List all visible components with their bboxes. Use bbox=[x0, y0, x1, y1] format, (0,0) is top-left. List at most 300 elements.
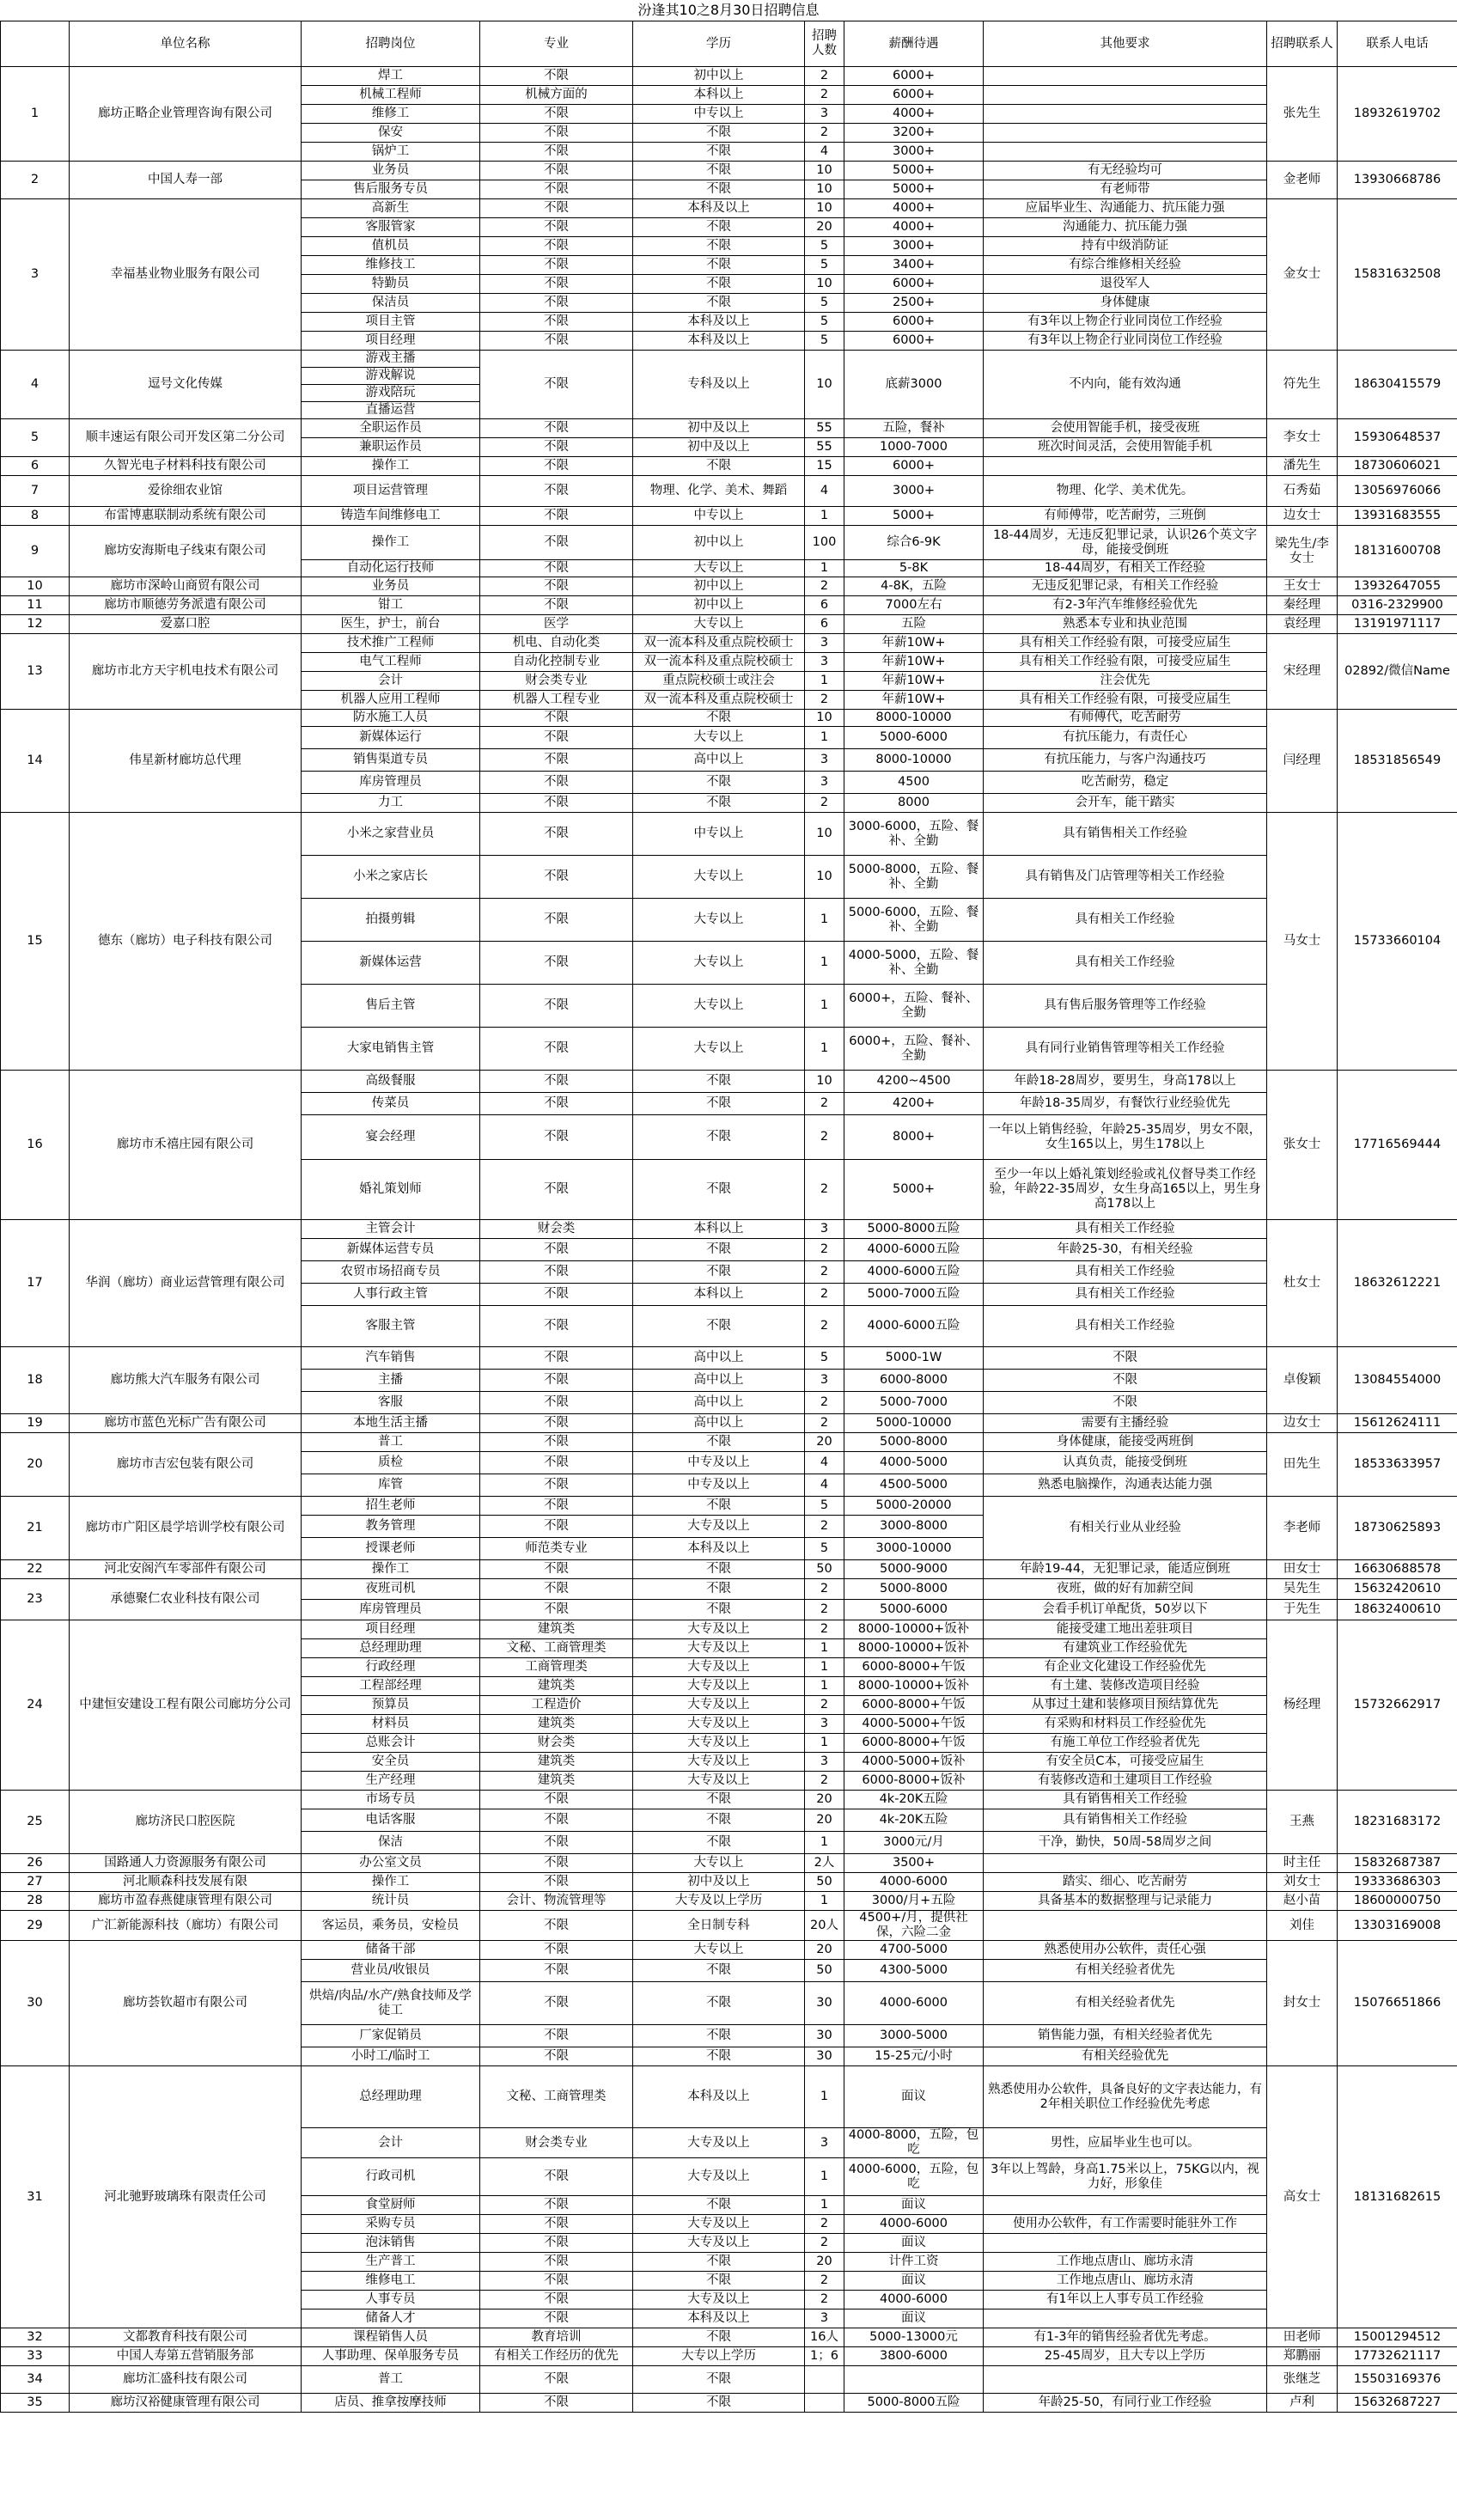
position-cell: 店员、推拿按摩技师 bbox=[302, 2394, 480, 2413]
position-cell: 人事专员 bbox=[302, 2291, 480, 2309]
position-cell: 人事行政主管 bbox=[302, 1284, 480, 1306]
requirement-cell: 熟悉使用办公软件，责任心强 bbox=[984, 1941, 1267, 1960]
position-cell: 小米之家营业员 bbox=[302, 813, 480, 856]
requirement-cell: 不限 bbox=[984, 1347, 1267, 1370]
position-cell: 汽车销售 bbox=[302, 1347, 480, 1370]
major-cell: 财会类专业 bbox=[480, 2128, 633, 2158]
education-cell: 大专及以上 bbox=[633, 2234, 805, 2253]
phone-cell: 15831632508 bbox=[1338, 199, 1457, 351]
salary-cell: 年薪10W+ bbox=[844, 653, 984, 672]
company-no: 18 bbox=[1, 1347, 70, 1414]
major-cell: 建筑类 bbox=[480, 1753, 633, 1772]
count-cell: 3 bbox=[805, 772, 844, 794]
phone-cell: 13303169008 bbox=[1338, 1911, 1457, 1941]
table-body bbox=[1, 67, 1457, 2413]
position-cell: 食堂厨师 bbox=[302, 2196, 480, 2215]
position-cell: 工程部经理 bbox=[302, 1677, 480, 1696]
major-cell: 不限 bbox=[480, 1433, 633, 1452]
table-row bbox=[1, 476, 1457, 507]
major-cell: 不限 bbox=[480, 476, 633, 507]
education-cell: 不限 bbox=[633, 1160, 805, 1220]
position-cell: 业务员 bbox=[302, 577, 480, 596]
requirement-cell: 应届毕业生、沟通能力、抗压能力强 bbox=[984, 199, 1267, 218]
major-cell: 财会类 bbox=[480, 1220, 633, 1239]
phone-cell: 18131682615 bbox=[1338, 2066, 1457, 2328]
education-cell: 大专及以上 bbox=[633, 2128, 805, 2158]
position-cell: 行政司机 bbox=[302, 2158, 480, 2196]
salary-cell: 4000+ bbox=[844, 218, 984, 237]
position-cell: 值机员 bbox=[302, 237, 480, 256]
salary-cell: 6000+ bbox=[844, 457, 984, 476]
position-cell: 普工 bbox=[302, 2366, 480, 2394]
major-cell: 不限 bbox=[480, 2025, 633, 2047]
count-cell: 10 bbox=[805, 856, 844, 899]
position-cell: 保洁员 bbox=[302, 294, 480, 313]
major-cell: 不限 bbox=[480, 275, 633, 294]
education-cell: 全日制专科 bbox=[633, 1911, 805, 1941]
company-no: 10 bbox=[1, 577, 70, 596]
phone-cell: 18231683172 bbox=[1338, 1791, 1457, 1854]
position-cell: 客运员，乘务员，安检员 bbox=[302, 1911, 480, 1941]
education-cell: 初中及以上 bbox=[633, 1873, 805, 1892]
count-cell: 2 bbox=[805, 2215, 844, 2234]
salary-cell: 3000+ bbox=[844, 143, 984, 162]
contact-cell: 王女士 bbox=[1267, 577, 1338, 596]
requirement-cell: 具有相关工作经验有限，可接受应届生 bbox=[984, 691, 1267, 710]
requirement-cell: 具有售后服务管理等工作经验 bbox=[984, 985, 1267, 1028]
education-cell: 不限 bbox=[633, 1560, 805, 1579]
requirement-cell: 不限 bbox=[984, 1392, 1267, 1414]
salary-cell: 3400+ bbox=[844, 256, 984, 275]
major-cell: 不限 bbox=[480, 1160, 633, 1220]
position-cell: 项目运营管理 bbox=[302, 476, 480, 507]
phone-cell: 13931683555 bbox=[1338, 507, 1457, 526]
contact-cell: 秦经理 bbox=[1267, 596, 1338, 615]
count-cell: 2 bbox=[805, 691, 844, 710]
company-no: 3 bbox=[1, 199, 70, 351]
company-no: 24 bbox=[1, 1620, 70, 1791]
requirement-cell: 会使用智能手机，接受夜班 bbox=[984, 419, 1267, 438]
education-cell: 大专以上 bbox=[633, 1028, 805, 1071]
company-no: 8 bbox=[1, 507, 70, 526]
count-cell: 3 bbox=[805, 653, 844, 672]
position-cell: 库房管理员 bbox=[302, 772, 480, 794]
position-cell: 钳工 bbox=[302, 596, 480, 615]
major-cell: 不限 bbox=[480, 2158, 633, 2196]
salary-cell: 5000-8000，五险、餐补、全勤 bbox=[844, 856, 984, 899]
requirement-cell: 有相关经验优先 bbox=[984, 2047, 1267, 2066]
company-name: 幸福基业物业服务有限公司 bbox=[70, 199, 302, 351]
count-cell: 4 bbox=[805, 476, 844, 507]
count-cell: 1 bbox=[805, 727, 844, 749]
salary-cell: 4000+ bbox=[844, 199, 984, 218]
education-cell: 不限 bbox=[633, 1579, 805, 1600]
salary-cell: 年薪10W+ bbox=[844, 634, 984, 653]
company-no: 25 bbox=[1, 1791, 70, 1854]
company-name: 廊坊汇盛科技有限公司 bbox=[70, 2366, 302, 2394]
table-row bbox=[1, 507, 1457, 526]
count-cell: 15 bbox=[805, 457, 844, 476]
requirement-cell bbox=[984, 124, 1267, 143]
company-no: 23 bbox=[1, 1579, 70, 1620]
position-cell: 库房管理员 bbox=[302, 1600, 480, 1620]
count-cell: 55 bbox=[805, 419, 844, 438]
header-position: 招聘岗位 bbox=[302, 21, 480, 67]
table-row bbox=[1, 1791, 1457, 1809]
education-cell: 高中以上 bbox=[633, 1414, 805, 1433]
major-cell: 不限 bbox=[480, 218, 633, 237]
major-cell: 不限 bbox=[480, 2366, 633, 2394]
table-row bbox=[1, 1873, 1457, 1892]
company-name: 廊坊荟钦超市有限公司 bbox=[70, 1941, 302, 2066]
requirement-cell: 干净，勤快，50周-58周岁之间 bbox=[984, 1832, 1267, 1854]
header-no bbox=[1, 21, 70, 67]
table-row bbox=[1, 1620, 1457, 1639]
education-cell: 大专及以上 bbox=[633, 1639, 805, 1658]
contact-cell: 石秀茹 bbox=[1267, 476, 1338, 507]
requirement-cell bbox=[984, 2309, 1267, 2328]
salary-cell: 6000+ bbox=[844, 332, 984, 351]
position-cell: 保洁 bbox=[302, 1832, 480, 1854]
position-cell: 储备人才 bbox=[302, 2309, 480, 2328]
major-cell: 不限 bbox=[480, 2394, 633, 2413]
table-row bbox=[1, 1220, 1457, 1239]
count-cell: 2 bbox=[805, 1306, 844, 1347]
position-cell: 质检 bbox=[302, 1452, 480, 1474]
salary-cell: 6000+，五险、餐补、全勤 bbox=[844, 985, 984, 1028]
education-cell: 不限 bbox=[633, 2196, 805, 2215]
requirement-cell: 18-44周岁，无违反犯罪记录，认识26个英文字母，能接受倒班 bbox=[984, 526, 1267, 560]
education-cell: 不限 bbox=[633, 180, 805, 199]
position-cell: 新媒体运行 bbox=[302, 727, 480, 749]
education-cell: 不限 bbox=[633, 162, 805, 180]
salary-cell: 4000-6000 bbox=[844, 2291, 984, 2309]
education-cell: 不限 bbox=[633, 772, 805, 794]
requirement-cell bbox=[984, 457, 1267, 476]
requirement-cell: 班次时间灵活，会使用智能手机 bbox=[984, 438, 1267, 457]
education-cell: 不限 bbox=[633, 1433, 805, 1452]
count-cell: 30 bbox=[805, 2047, 844, 2066]
position-cell: 客服主管 bbox=[302, 1306, 480, 1347]
major-cell: 不限 bbox=[480, 332, 633, 351]
salary-cell: 3000+ bbox=[844, 476, 984, 507]
major-cell: 不限 bbox=[480, 1982, 633, 2025]
sheet-title: 汾逢其10之8月30日招聘信息 bbox=[637, 2, 820, 18]
requirement-cell: 持有中级消防证 bbox=[984, 237, 1267, 256]
major-cell: 不限 bbox=[480, 2215, 633, 2234]
company-no: 33 bbox=[1, 2347, 70, 2366]
salary-cell: 综合6-9K bbox=[844, 526, 984, 560]
position-cell: 预算员 bbox=[302, 1696, 480, 1715]
education-cell: 不限 bbox=[633, 1261, 805, 1284]
position-cell: 游戏主播 bbox=[302, 351, 480, 368]
education-cell: 物理、化学、美术、舞蹈 bbox=[633, 476, 805, 507]
position-cell: 生产经理 bbox=[302, 1772, 480, 1791]
major-cell: 不限 bbox=[480, 1347, 633, 1370]
count-cell: 2 bbox=[805, 67, 844, 86]
count-cell: 1 bbox=[805, 2066, 844, 2128]
salary-cell: 面议 bbox=[844, 2309, 984, 2328]
phone-cell: 13084554000 bbox=[1338, 1347, 1457, 1414]
company-no: 5 bbox=[1, 419, 70, 457]
count-cell: 2 bbox=[805, 794, 844, 813]
education-cell: 大专及以上 bbox=[633, 1516, 805, 1538]
contact-cell: 边女士 bbox=[1267, 507, 1338, 526]
count-cell: 2 bbox=[805, 1696, 844, 1715]
major-cell: 工程造价 bbox=[480, 1696, 633, 1715]
header-company: 单位名称 bbox=[70, 21, 302, 67]
position-cell: 本地生活主播 bbox=[302, 1414, 480, 1433]
count-cell: 2 bbox=[805, 1160, 844, 1220]
count-cell: 1；6 bbox=[805, 2347, 844, 2366]
phone-cell: 15076651866 bbox=[1338, 1941, 1457, 2066]
requirement-cell: 不限 bbox=[984, 1370, 1267, 1392]
requirement-cell: 具备基本的数据整理与记录能力 bbox=[984, 1892, 1267, 1911]
major-cell: 建筑类 bbox=[480, 1620, 633, 1639]
phone-cell: 13930668786 bbox=[1338, 162, 1457, 199]
company-no: 2 bbox=[1, 162, 70, 199]
company-name: 广汇新能源科技（廊坊）有限公司 bbox=[70, 1911, 302, 1941]
count-cell: 2人 bbox=[805, 1854, 844, 1873]
company-name: 廊坊汉裕健康管理有限公司 bbox=[70, 2394, 302, 2413]
education-cell: 中专及以上 bbox=[633, 1474, 805, 1497]
contact-cell: 吴先生 bbox=[1267, 1579, 1338, 1600]
count-cell: 1 bbox=[805, 1832, 844, 1854]
count-cell: 2 bbox=[805, 1239, 844, 1261]
header-major: 专业 bbox=[480, 21, 633, 67]
major-cell: 不限 bbox=[480, 237, 633, 256]
company-no: 35 bbox=[1, 2394, 70, 2413]
table-row bbox=[1, 1497, 1457, 1516]
count-cell: 2 bbox=[805, 1093, 844, 1115]
requirement-cell: 具有相关工作经验 bbox=[984, 1261, 1267, 1284]
table-row bbox=[1, 162, 1457, 180]
requirement-cell: 认真负责，能接受倒班 bbox=[984, 1452, 1267, 1474]
major-cell: 建筑类 bbox=[480, 1772, 633, 1791]
major-cell: 不限 bbox=[480, 710, 633, 727]
major-cell: 不限 bbox=[480, 1239, 633, 1261]
salary-cell: 6000+ bbox=[844, 313, 984, 332]
education-cell: 高中以上 bbox=[633, 1392, 805, 1414]
header-phone: 联系人电话 bbox=[1338, 21, 1457, 67]
major-cell: 不限 bbox=[480, 1497, 633, 1516]
education-cell: 不限 bbox=[633, 1791, 805, 1809]
position-cell: 库管 bbox=[302, 1474, 480, 1497]
table-row bbox=[1, 1911, 1457, 1941]
count-cell: 2 bbox=[805, 2291, 844, 2309]
education-cell: 大专以上 bbox=[633, 1854, 805, 1873]
major-cell: 不限 bbox=[480, 1284, 633, 1306]
salary-cell: 5000-6000，五险、餐补、全勤 bbox=[844, 899, 984, 942]
header-education: 学历 bbox=[633, 21, 805, 67]
salary-cell: 3000-8000 bbox=[844, 1516, 984, 1538]
position-cell: 项目经理 bbox=[302, 1620, 480, 1639]
header-requirements: 其他要求 bbox=[984, 21, 1267, 67]
education-cell: 初中以上 bbox=[633, 577, 805, 596]
header-contact: 招聘联系人 bbox=[1267, 21, 1338, 67]
phone-cell: 18730606021 bbox=[1338, 457, 1457, 476]
position-cell: 维修技工 bbox=[302, 256, 480, 275]
position-cell: 全职运作员 bbox=[302, 419, 480, 438]
requirement-cell: 使用办公软件，有工作需要时能驻外工作 bbox=[984, 2215, 1267, 2234]
phone-cell: 15733660104 bbox=[1338, 813, 1457, 1071]
education-cell: 不限 bbox=[633, 2047, 805, 2066]
position-cell: 客服管家 bbox=[302, 218, 480, 237]
requirement-cell: 具有相关工作经验 bbox=[984, 1220, 1267, 1239]
position-cell: 维修工 bbox=[302, 105, 480, 124]
major-cell: 不限 bbox=[480, 457, 633, 476]
table-row bbox=[1, 1892, 1457, 1911]
major-cell: 不限 bbox=[480, 1028, 633, 1071]
table-row bbox=[1, 419, 1457, 438]
company-no: 11 bbox=[1, 596, 70, 615]
requirement-cell: 具有销售相关工作经验 bbox=[984, 1791, 1267, 1809]
table-row bbox=[1, 67, 1457, 86]
salary-cell: 4000-6000 bbox=[844, 1873, 984, 1892]
phone-cell: 13056976066 bbox=[1338, 476, 1457, 507]
major-cell: 不限 bbox=[480, 1474, 633, 1497]
contact-cell: 宋经理 bbox=[1267, 634, 1338, 710]
contact-cell: 时主任 bbox=[1267, 1854, 1338, 1873]
contact-cell: 卢利 bbox=[1267, 2394, 1338, 2413]
company-name: 中建恒安建设工程有限公司廊坊分公司 bbox=[70, 1620, 302, 1791]
contact-cell: 李女士 bbox=[1267, 419, 1338, 457]
requirement-cell: 有装修改造和土建项目工作经验 bbox=[984, 1772, 1267, 1791]
major-cell: 不限 bbox=[480, 2291, 633, 2309]
major-cell: 不限 bbox=[480, 1370, 633, 1392]
phone-cell: 15612624111 bbox=[1338, 1414, 1457, 1433]
count-cell: 100 bbox=[805, 526, 844, 560]
education-cell: 不限 bbox=[633, 2025, 805, 2047]
major-cell: 不限 bbox=[480, 1414, 633, 1433]
count-cell: 3 bbox=[805, 1220, 844, 1239]
major-cell: 不限 bbox=[480, 526, 633, 560]
salary-cell: 6000-8000 bbox=[844, 1370, 984, 1392]
position-cell: 主播 bbox=[302, 1370, 480, 1392]
major-cell: 不限 bbox=[480, 419, 633, 438]
education-cell: 不限 bbox=[633, 124, 805, 143]
education-cell: 大专及以上 bbox=[633, 2291, 805, 2309]
count-cell: 10 bbox=[805, 180, 844, 199]
position-cell: 会计 bbox=[302, 2128, 480, 2158]
education-cell: 不限 bbox=[633, 1071, 805, 1093]
requirement-cell: 有3年以上物企行业同岗位工作经验 bbox=[984, 313, 1267, 332]
salary-cell: 6000+ bbox=[844, 275, 984, 294]
table-row bbox=[1, 199, 1457, 218]
count-cell: 3 bbox=[805, 749, 844, 772]
position-cell: 生产普工 bbox=[302, 2253, 480, 2272]
major-cell: 不限 bbox=[480, 67, 633, 86]
requirement-cell bbox=[984, 1911, 1267, 1941]
recruitment-table bbox=[0, 21, 1457, 2413]
count-cell: 5 bbox=[805, 313, 844, 332]
count-cell: 1 bbox=[805, 1658, 844, 1677]
table-row bbox=[1, 577, 1457, 596]
salary-cell: 6000-8000+午饭 bbox=[844, 1696, 984, 1715]
phone-cell: 02892/微信Name bbox=[1338, 634, 1457, 710]
requirement-cell bbox=[984, 105, 1267, 124]
count-cell: 3 bbox=[805, 2309, 844, 2328]
salary-cell: 6000+ bbox=[844, 86, 984, 105]
company-name: 逗号文化传媒 bbox=[70, 351, 302, 419]
count-cell: 2 bbox=[805, 1579, 844, 1600]
company-name: 廊坊熊大汽车服务有限公司 bbox=[70, 1347, 302, 1414]
requirement-cell: 有相关经验者优先 bbox=[984, 1960, 1267, 1982]
count-cell: 1 bbox=[805, 985, 844, 1028]
count-cell: 2 bbox=[805, 577, 844, 596]
major-cell: 不限 bbox=[480, 507, 633, 526]
requirement-cell: 会开车，能干踏实 bbox=[984, 794, 1267, 813]
salary-cell: 5000-9000 bbox=[844, 1560, 984, 1579]
count-cell: 1 bbox=[805, 2158, 844, 2196]
count-cell: 2 bbox=[805, 1414, 844, 1433]
major-cell: 文秘、工商管理类 bbox=[480, 1639, 633, 1658]
company-name: 廊坊市蓝色光标广告有限公司 bbox=[70, 1414, 302, 1433]
major-cell: 不限 bbox=[480, 1791, 633, 1809]
count-cell: 1 bbox=[805, 1028, 844, 1071]
salary-cell: 8000-10000+饭补 bbox=[844, 1639, 984, 1658]
major-cell: 不限 bbox=[480, 1873, 633, 1892]
position-cell: 农贸市场招商专员 bbox=[302, 1261, 480, 1284]
requirement-cell: 不内向，能有效沟通 bbox=[984, 351, 1267, 419]
requirement-cell: 能接受建工地出差驻项目 bbox=[984, 1620, 1267, 1639]
salary-cell: 8000-10000 bbox=[844, 749, 984, 772]
position-cell: 技术推广工程师 bbox=[302, 634, 480, 653]
company-name: 河北安阁汽车零部件有限公司 bbox=[70, 1560, 302, 1579]
requirement-cell: 熟悉使用办公软件，具备良好的文字表达能力，有2年相关职位工作经验优先考虑 bbox=[984, 2066, 1267, 2128]
position-cell: 高新生 bbox=[302, 199, 480, 218]
education-cell: 高中以上 bbox=[633, 1347, 805, 1370]
education-cell: 中专以上 bbox=[633, 105, 805, 124]
requirement-cell: 有抗压能力，有责任心 bbox=[984, 727, 1267, 749]
contact-cell: 张继芝 bbox=[1267, 2366, 1338, 2394]
contact-cell: 封女士 bbox=[1267, 1941, 1338, 2066]
salary-cell: 5000+ bbox=[844, 1160, 984, 1220]
requirement-cell: 年龄25-50，有同行业工作经验 bbox=[984, 2394, 1267, 2413]
major-cell: 不限 bbox=[480, 1093, 633, 1115]
company-no: 21 bbox=[1, 1497, 70, 1560]
education-cell: 本科及以上 bbox=[633, 199, 805, 218]
education-cell: 不限 bbox=[633, 1306, 805, 1347]
company-no: 13 bbox=[1, 634, 70, 710]
education-cell: 本科以上 bbox=[633, 1284, 805, 1306]
company-no: 12 bbox=[1, 615, 70, 634]
position-cell: 防水施工人员 bbox=[302, 710, 480, 727]
salary-cell: 3000-5000 bbox=[844, 2025, 984, 2047]
requirement-cell: 身体健康，能接受两班倒 bbox=[984, 1433, 1267, 1452]
contact-cell: 符先生 bbox=[1267, 351, 1338, 419]
requirement-cell: 踏实、细心、吃苦耐劳 bbox=[984, 1873, 1267, 1892]
table-row bbox=[1, 2394, 1457, 2413]
major-cell: 不限 bbox=[480, 1832, 633, 1854]
contact-cell: 马女士 bbox=[1267, 813, 1338, 1071]
requirement-cell: 有相关行业从业经验 bbox=[984, 1497, 1267, 1560]
education-cell: 不限 bbox=[633, 2272, 805, 2291]
requirement-cell: 具有相关工作经验有限，可接受应届生 bbox=[984, 634, 1267, 653]
contact-cell: 杨经理 bbox=[1267, 1620, 1338, 1791]
company-name: 廊坊济民口腔医院 bbox=[70, 1791, 302, 1854]
requirement-cell: 年龄25-30，有相关经验 bbox=[984, 1239, 1267, 1261]
major-cell: 建筑类 bbox=[480, 1677, 633, 1696]
company-name: 河北驰野玻璃珠有限责任公司 bbox=[70, 2066, 302, 2328]
salary-cell: 8000-10000 bbox=[844, 710, 984, 727]
salary-cell: 6000+，五险、餐补、全勤 bbox=[844, 1028, 984, 1071]
count-cell: 3 bbox=[805, 1370, 844, 1392]
company-no: 6 bbox=[1, 457, 70, 476]
company-no: 16 bbox=[1, 1071, 70, 1220]
position-cell: 操作工 bbox=[302, 1560, 480, 1579]
major-cell: 不限 bbox=[480, 899, 633, 942]
